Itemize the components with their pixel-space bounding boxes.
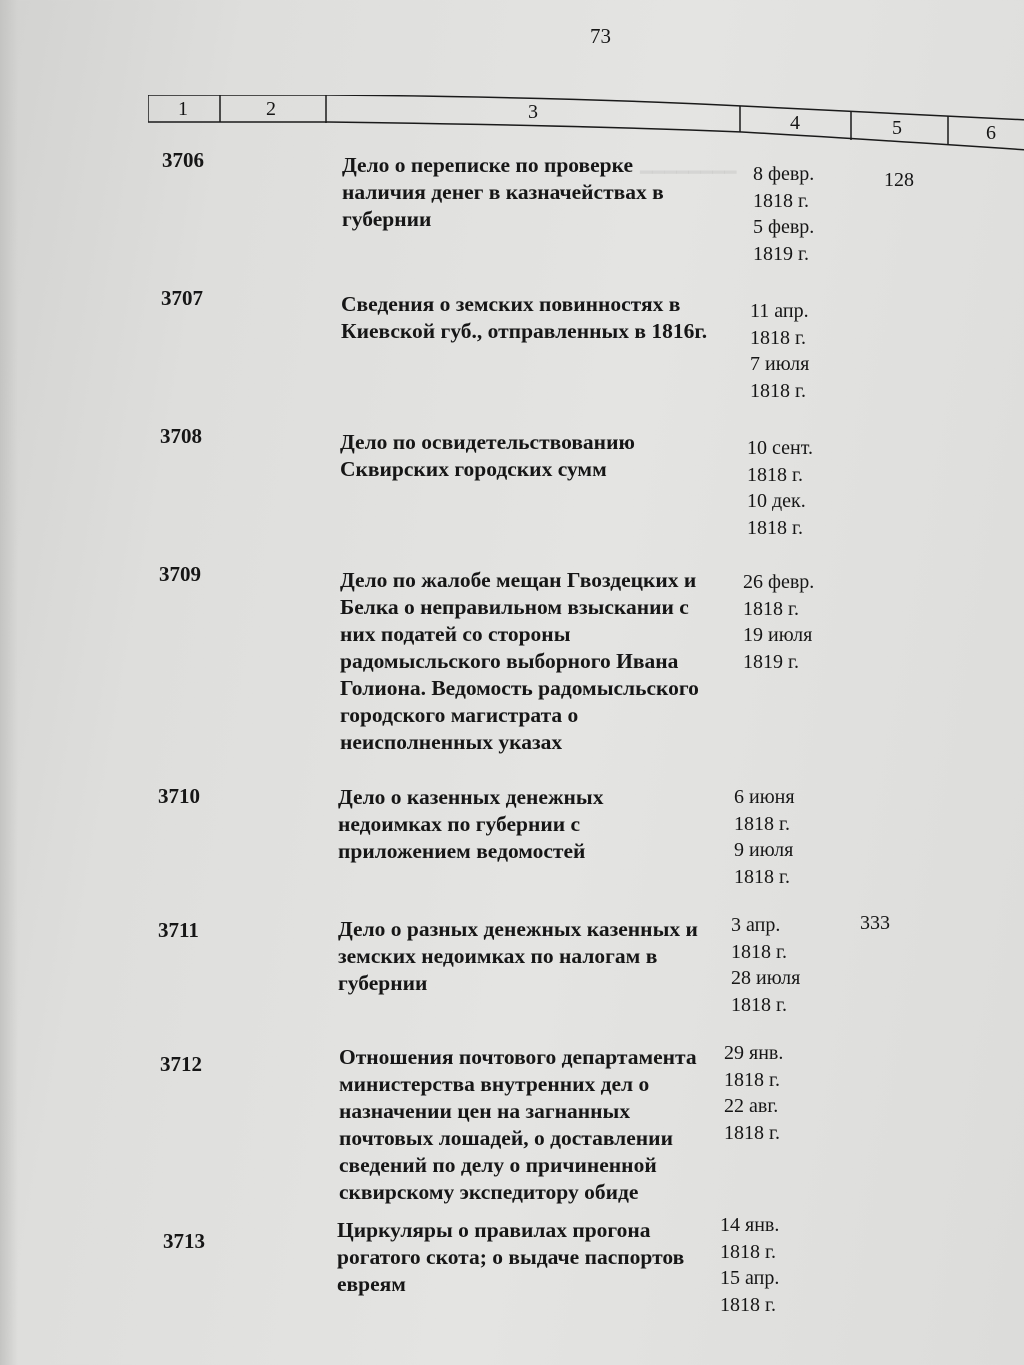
date-line: 1818 г. <box>753 189 809 212</box>
entry-number: 3708 <box>160 424 202 448</box>
date-line: 1818 г. <box>731 940 787 963</box>
title-line: Сквирских городских сумм <box>340 457 607 481</box>
title-line: Голиона. Ведомость радомысльского <box>340 676 699 700</box>
date-line: 5 февр. <box>753 216 815 238</box>
date-line: 3 апр. <box>731 914 781 936</box>
title-line: Циркуляры о правилах прогона <box>337 1218 651 1242</box>
entry-dates <box>753 161 814 267</box>
entry-dates <box>720 1212 779 1318</box>
entry-title <box>338 916 698 997</box>
date-line: 9 июля <box>734 839 794 861</box>
column-header-1: 1 <box>178 98 188 120</box>
date-line: 1818 г. <box>720 1240 776 1263</box>
entry-dates <box>743 569 814 675</box>
entry-number: 3710 <box>158 784 200 808</box>
entry-number: 3712 <box>160 1052 202 1076</box>
date-line: 10 дек. <box>747 490 806 512</box>
date-line: 1818 г. <box>734 812 790 835</box>
date-line: 8 февр. <box>753 163 815 185</box>
entry-dates <box>734 784 795 890</box>
title-line: назначении цен на загнанных <box>339 1099 631 1123</box>
date-line: 19 июля <box>743 624 813 646</box>
date-line: 11 апр. <box>750 300 809 322</box>
column-header-3: 3 <box>528 101 538 123</box>
entry-title <box>337 1217 684 1298</box>
entry-number: 3713 <box>163 1229 205 1253</box>
column-header-row <box>148 95 1024 157</box>
title-line: наличия денег в казначействах в <box>342 180 664 204</box>
date-line: 1818 г. <box>750 379 806 402</box>
date-line: 1818 г. <box>734 865 790 888</box>
column-header-6: 6 <box>986 122 996 144</box>
entry-title <box>341 291 707 345</box>
column-header-4: 4 <box>790 112 800 134</box>
page-edge-shadow <box>0 0 18 1365</box>
date-line: 1818 г. <box>720 1293 776 1316</box>
column-header-2: 2 <box>266 98 276 120</box>
date-line: 10 сент. <box>747 437 813 459</box>
title-line: губернии <box>342 207 432 231</box>
entry-sheet-count: 333 <box>860 912 890 934</box>
date-line: 22 авг. <box>724 1095 779 1117</box>
date-line: 1818 г. <box>724 1068 780 1091</box>
entry-dates <box>747 435 813 541</box>
title-line: Дело о разных денежных казенных и <box>338 917 698 941</box>
entry-title <box>340 429 635 483</box>
title-line: недоимках по губернии с <box>338 812 581 836</box>
entry-dates <box>724 1040 783 1146</box>
title-line: приложением ведомостей <box>338 839 586 863</box>
title-line: евреям <box>337 1272 406 1296</box>
title-line: министерства внутренних дел о <box>339 1072 650 1096</box>
title-line: Отношения почтового департамента <box>339 1045 697 1069</box>
date-line: 15 апр. <box>720 1267 780 1289</box>
title-line: Дело о казенных денежных <box>338 785 604 809</box>
entry-title <box>342 152 664 233</box>
title-line: почтовых лошадей, о доставлении <box>339 1126 673 1150</box>
entry-title <box>338 784 603 865</box>
title-line: земских недоимках по налогам в <box>338 944 658 968</box>
title-line: радомысльского выборного Ивана <box>340 649 679 673</box>
entry-sheet-count: 128 <box>884 169 914 191</box>
title-line: сведений по делу о причиненной <box>339 1153 657 1177</box>
entry-number: 3707 <box>161 286 203 310</box>
title-line: них податей со стороны <box>340 622 571 646</box>
column-header-5: 5 <box>892 117 902 139</box>
title-line: Дело по жалобе мещан Гвоздецких и <box>340 568 697 592</box>
date-line: 29 янв. <box>724 1042 784 1064</box>
date-line: 1818 г. <box>743 597 799 620</box>
entry-title <box>339 1044 697 1206</box>
page-number: 73 <box>590 24 611 48</box>
title-line: рогатого скота; о выдаче паспортов <box>337 1245 685 1269</box>
date-line: 1818 г. <box>750 326 806 349</box>
show-through-shadow: ━━━━━━━━ <box>640 162 737 184</box>
date-line: 28 июля <box>731 967 801 989</box>
date-line: 1818 г. <box>747 516 803 539</box>
date-line: 6 июня <box>734 786 795 808</box>
date-line: 1818 г. <box>747 463 803 486</box>
title-line: Киевской губ., отправленных в 1816г. <box>341 319 708 343</box>
title-line: Дело по освидетельствованию <box>340 430 635 454</box>
date-line: 1818 г. <box>724 1121 780 1144</box>
entry-dates <box>750 298 809 404</box>
date-line: 14 янв. <box>720 1214 780 1236</box>
entry-number: 3711 <box>158 918 199 942</box>
title-line: городского магистрата о <box>340 703 579 727</box>
date-line: 7 июля <box>750 353 810 375</box>
entry-number: 3706 <box>162 148 204 172</box>
entry-title <box>340 567 699 756</box>
date-line: 26 февр. <box>743 571 815 593</box>
title-line: губернии <box>338 971 428 995</box>
title-line: Белка о неправильном взыскании с <box>340 595 689 619</box>
title-line: Сведения о земских повинностях в <box>341 292 681 316</box>
entry-number: 3709 <box>159 562 201 586</box>
date-line: 1819 г. <box>753 242 809 265</box>
title-line: Дело о переписке по проверке <box>342 153 634 177</box>
entry-dates <box>731 912 800 1018</box>
date-line: 1818 г. <box>731 993 787 1016</box>
title-line: сквирскому экспедитору обиде <box>339 1180 639 1204</box>
date-line: 1819 г. <box>743 650 799 673</box>
title-line: неисполненных указах <box>340 730 563 754</box>
